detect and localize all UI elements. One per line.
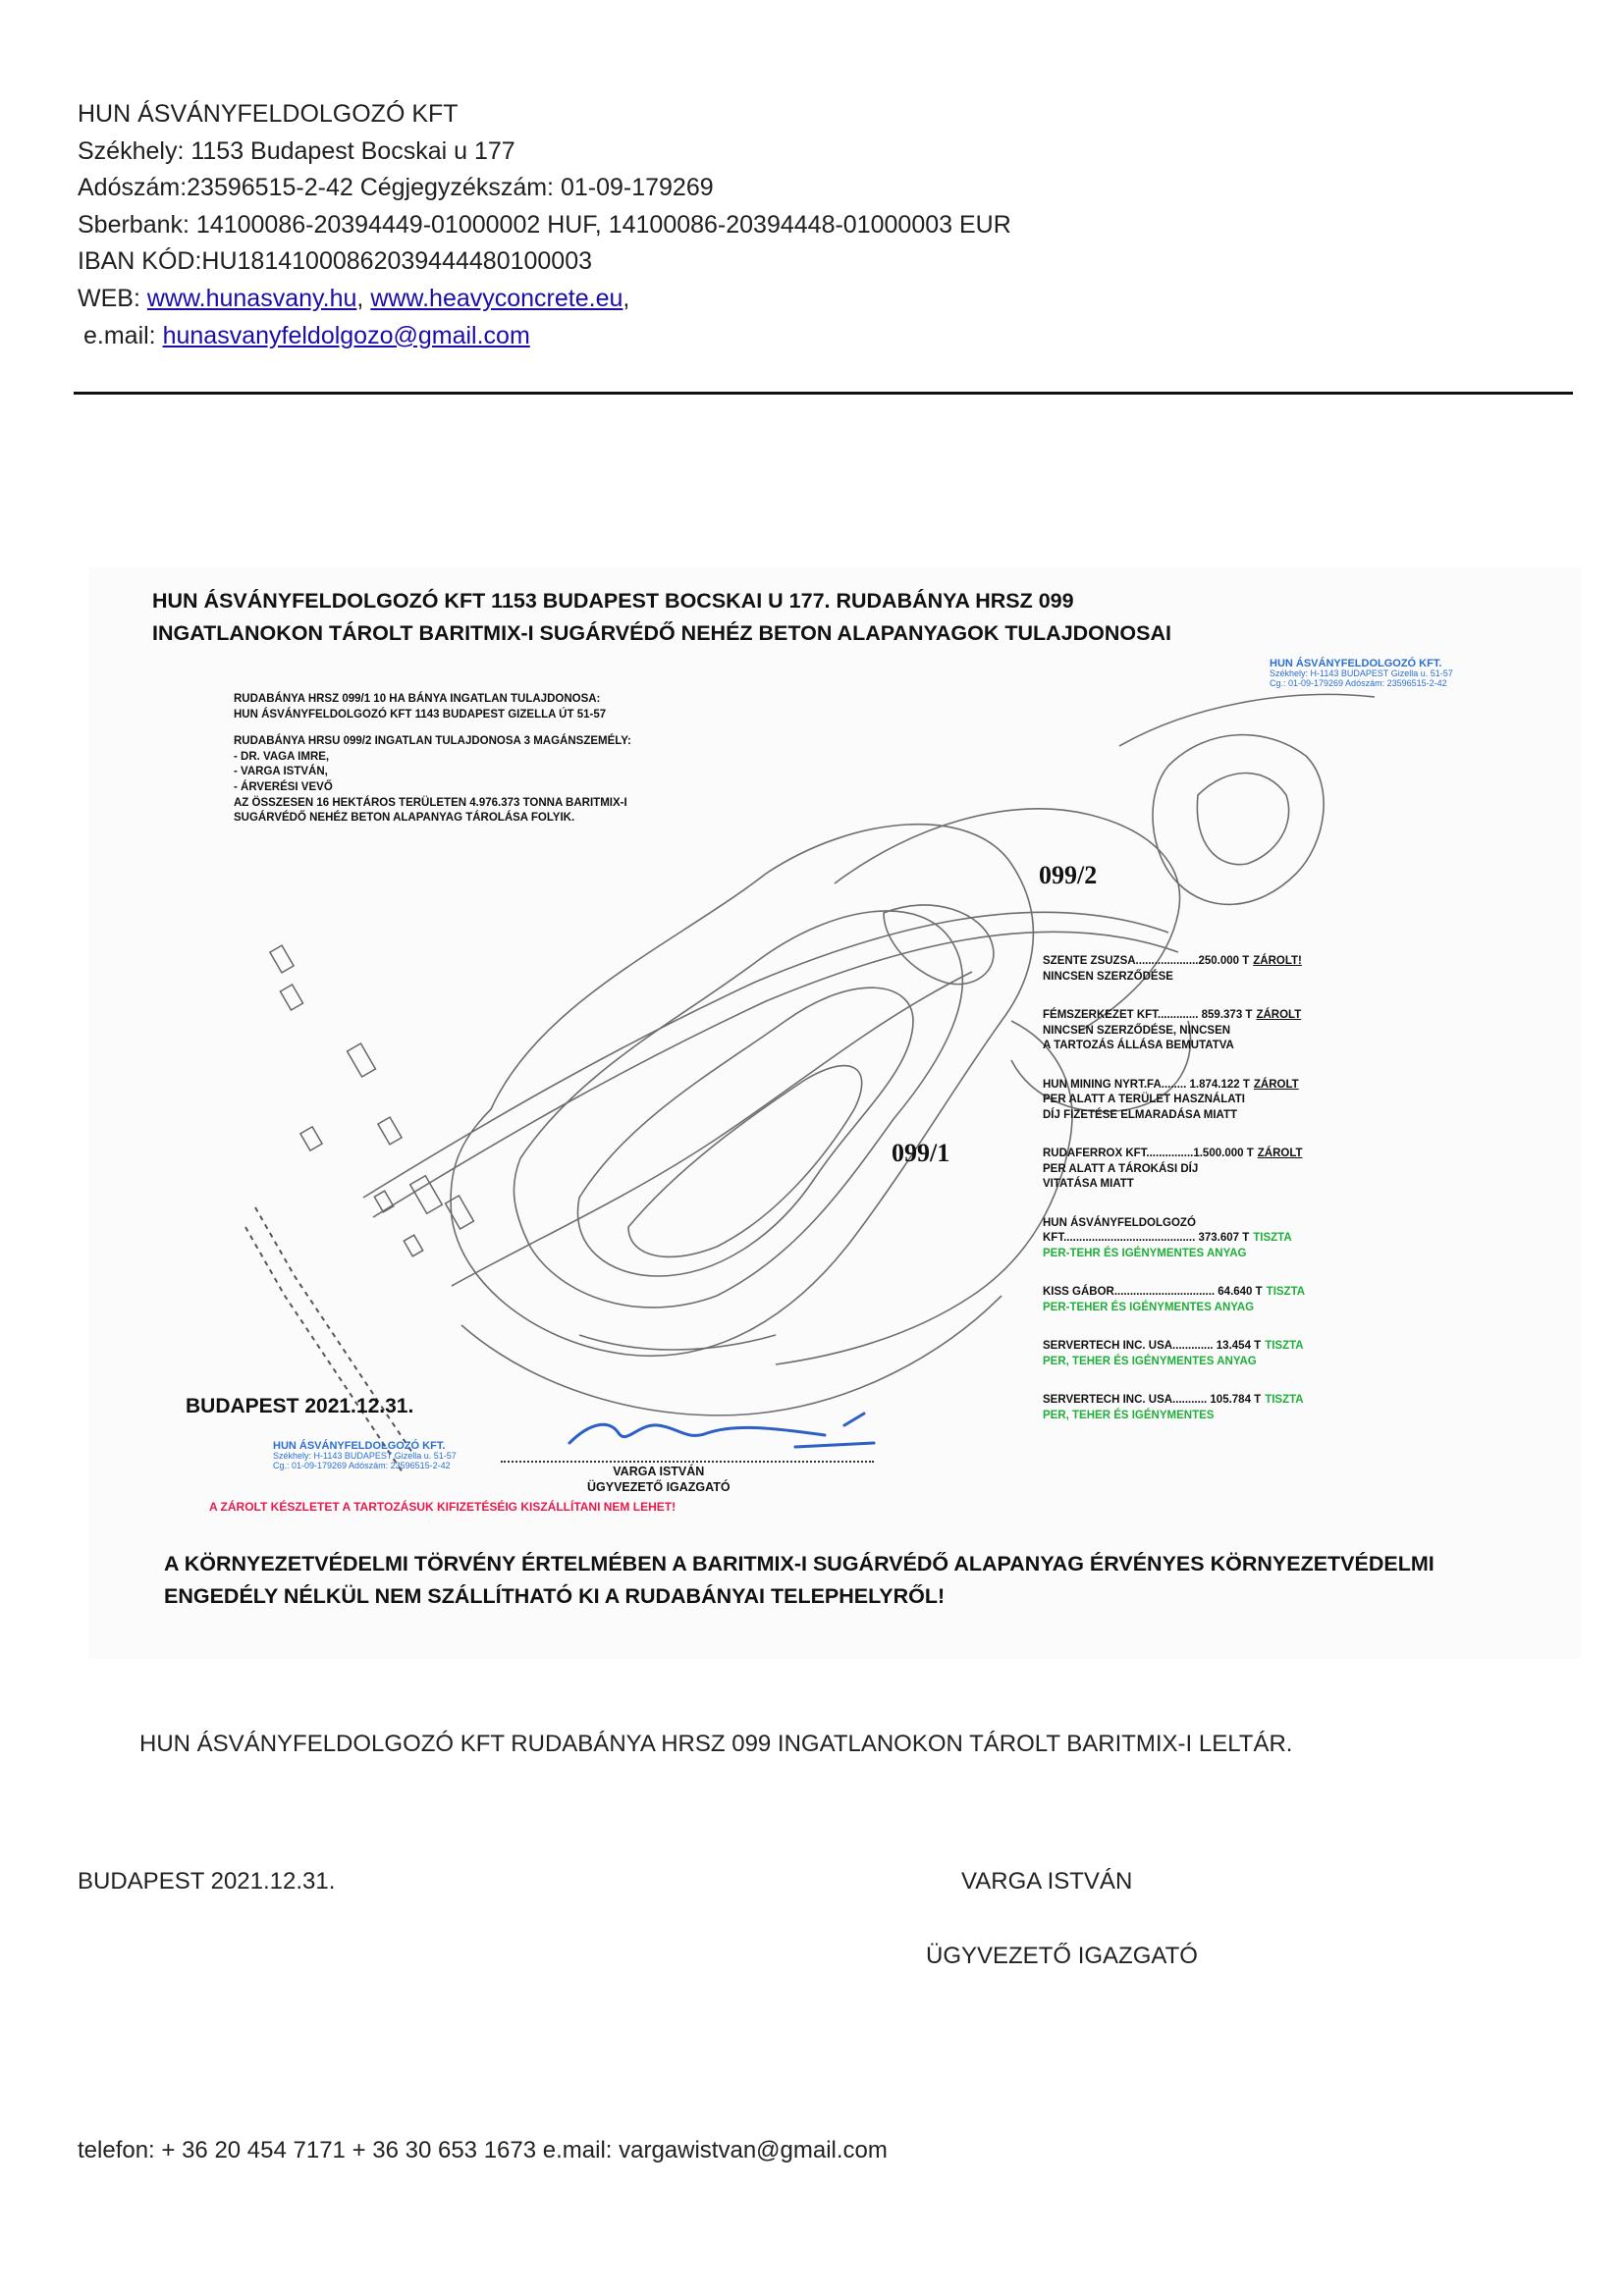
blocked-stock-warning: A ZÁROLT KÉSZLETET A TARTOZÁSUK KIFIZETÉSÉIG KISZÁLLÍTANI NEM LEHET! (209, 1500, 677, 1514)
stamp-line: Székhely: H-1143 BUDAPEST Gizella u. 51-57 (273, 1451, 457, 1461)
holder-amount: SZENTE ZSUZSA....................250.000 T (1043, 955, 1250, 967)
holder-amount: FÉMSZERKEZET KFT............. 859.373 T (1043, 1009, 1253, 1021)
map-building-2 (280, 985, 302, 1010)
map-contour-1 (514, 911, 962, 1308)
company-stamp-top (1270, 659, 1453, 688)
scan-signer-name: VARGA ISTVÁN (613, 1465, 705, 1478)
scan-date: BUDAPEST 2021.12.31. (186, 1395, 414, 1417)
web-label: WEB: (78, 284, 147, 312)
map-building-1 (270, 945, 294, 973)
holder-entry (1043, 1147, 1396, 1193)
owner-note-line: - VARGA ISTVÁN, (234, 766, 328, 778)
holder-head (1043, 1216, 1396, 1247)
holder-entry (1043, 1393, 1396, 1423)
holder-head (1043, 1008, 1396, 1024)
stamp-line: Cg.: 01-09-179269 Adószám: 23596515-2-42 (273, 1461, 451, 1470)
signature-line (501, 1461, 874, 1463)
owner-note-spacer (234, 722, 631, 734)
map-lower-ridge (579, 1335, 776, 1350)
holder-amount: KISS GÁBOR................................ 64.640 T (1043, 1286, 1263, 1298)
map-building-4 (300, 1127, 322, 1150)
holder-note: NINCSEN SZERZŐDÉSE, NINCSEN (1043, 1024, 1231, 1037)
holder-note: PER, TEHER ÉS IGÉNYMENTES ANYAG (1043, 1355, 1257, 1367)
holder-note: PER-TEHER ÉS IGÉNYMENTES ANYAG (1043, 1301, 1255, 1313)
footer-date: BUDAPEST 2021.12.31. (78, 1868, 336, 1895)
company-email (78, 318, 1011, 355)
email-link[interactable]: hunasvanyfeldolgozo@gmail.com (162, 321, 530, 349)
owner-note-line: AZ ÖSSZESEN 16 HEKTÁROS TERÜLETEN 4.976.373 TONNA BARITMIX-I (234, 796, 627, 809)
company-tax: Adószám:23596515-2-42 Cégjegyzékszám: 01-09-179269 (78, 174, 714, 202)
scan-signer-role: ÜGYVEZETŐ IGAZGATÓ (587, 1480, 731, 1494)
status-badge: ZÁROLT (1257, 1148, 1303, 1159)
holder-entry (1043, 1008, 1396, 1054)
footer-signer-name: VARGA ISTVÁN (961, 1868, 1133, 1895)
header-divider (74, 392, 1573, 395)
signature-mark (550, 1404, 884, 1463)
holder-entry (1043, 1339, 1396, 1369)
holder-note: PER ALATT A TÁROKÁSI DÍJ (1043, 1162, 1199, 1175)
email-label: e.mail: (83, 321, 163, 349)
status-badge: TISZTA (1265, 1340, 1304, 1352)
holder-note: DÍJ FIZETÉSE ELMARADÁSA MIATT (1043, 1108, 1238, 1121)
holder-entry (1043, 954, 1396, 985)
parcel-label-099-1: 099/1 (892, 1139, 950, 1167)
stamp-line: Cg.: 01-09-179269 Adószám: 23596515-2-42 (1270, 678, 1447, 688)
owner-note-line: SUGÁRVÉDŐ NEHÉZ BETON ALAPANYAG TÁROLÁSA FOLYIK. (234, 812, 575, 825)
owner-note-line: - ÁRVERÉSI VEVŐ (234, 780, 333, 793)
map-contour-south (461, 1296, 1001, 1415)
footer-signer-role: ÜGYVEZETŐ IGAZGATÓ (926, 1943, 1198, 1969)
contact-line: telefon: + 36 20 454 7171 + 36 30 653 1673 e.mail: vargawistvan@gmail.com (78, 2137, 888, 2163)
holder-head (1043, 1285, 1396, 1301)
company-web (78, 281, 1011, 318)
holder-entry (1043, 1078, 1396, 1124)
map-contour-2 (577, 988, 913, 1276)
holder-amount: RUDAFERROX KFT...............1.500.000 T (1043, 1148, 1254, 1159)
holder-note: NINCSEN SZERZŐDÉSE (1043, 970, 1173, 983)
holder-head (1043, 1393, 1396, 1409)
environmental-notice-line1: A KÖRNYEZETVÉDELMI TÖRVÉNY ÉRTELMÉBEN A BARITMIX-I SUGÁRVÉDŐ ALAPANYAG ÉRVÉNYES KÖRNYEZETVÉDELMI (164, 1552, 1435, 1575)
scan-signer (587, 1464, 731, 1495)
holder-note: VITATÁSA MIATT (1043, 1178, 1134, 1190)
inventory-caption: HUN ÁSVÁNYFELDOLGOZÓ KFT RUDABÁNYA HRSZ 099 INGATLANOKON TÁROLT BARITMIX-I LELTÁR. (139, 1731, 1293, 1757)
owner-note (234, 692, 631, 827)
holder-head (1043, 1339, 1396, 1355)
environmental-notice (164, 1548, 1435, 1613)
map-pit-ne-inner (1197, 774, 1288, 865)
map-ne-road (1119, 694, 1375, 746)
status-badge: TISZTA (1253, 1232, 1292, 1244)
stamp-line: Székhely: H-1143 BUDAPEST Gizella u. 51-57 (1270, 668, 1453, 678)
web-link-hunasvany[interactable]: www.hunasvany.hu (146, 284, 357, 312)
map-building-6 (410, 1176, 443, 1213)
company-name: HUN ÁSVÁNYFELDOLGOZÓ KFT (78, 100, 459, 128)
holder-note: A TARTOZÁS ÁLLÁSA BEMUTATVA (1043, 1040, 1234, 1051)
holder-amount: SERVERTECH INC. USA........... 105.784 T (1043, 1394, 1262, 1406)
map-building-7 (446, 1196, 474, 1229)
holder-amount: SERVERTECH INC. USA............. 13.454 T (1043, 1340, 1262, 1352)
map-outline-main (451, 825, 1033, 1357)
map-building-8 (374, 1191, 393, 1212)
parcel-label-099-2: 099/2 (1039, 861, 1098, 889)
company-seat: Székhely: 1153 Budapest Bocskai u 177 (78, 136, 515, 165)
holder-amount: HUN ÁSVÁNYFELDOLGOZÓ KFT.......................................... 373.607 T (1043, 1216, 1250, 1244)
holder-amount: HUN MINING NYRT.FA........ 1.874.122 T (1043, 1078, 1250, 1091)
web-link-heavyconcrete[interactable]: www.heavyconcrete.eu (370, 284, 623, 312)
status-badge: ZÁROLT (1253, 1078, 1299, 1091)
scan-title-line2: INGATLANOKON TÁROLT BARITMIX-I SUGÁRVÉDŐ NEHÉZ BETON ALAPANYAGOK TULAJDONOSAI (152, 621, 1171, 645)
holder-note: PER, TEHER ÉS IGÉNYMENTES (1043, 1409, 1215, 1421)
owner-note-line: HUN ÁSVÁNYFELDOLGOZÓ KFT 1143 BUDAPEST GIZELLA ÚT 51-57 (234, 708, 607, 721)
company-stamp-bottom (273, 1441, 457, 1470)
company-bank: Sberbank: 14100086-20394449-01000002 HUF, 14100086-20394448-01000003 EUR (78, 210, 1011, 239)
map-road-3 (452, 972, 972, 1286)
status-badge: TISZTA (1265, 1394, 1304, 1406)
holder-head (1043, 1078, 1396, 1094)
holder-entry (1043, 1285, 1396, 1315)
web-end: , (623, 284, 630, 312)
holder-list (1043, 954, 1396, 1447)
map-building-5 (378, 1117, 402, 1145)
status-badge: ZÁROLT! (1253, 955, 1302, 967)
holder-head (1043, 1147, 1396, 1162)
stamp-name: HUN ÁSVÁNYFELDOLGOZÓ KFT. (1270, 658, 1442, 669)
company-iban: IBAN KÓD:HU18141000862039444480100003 (78, 247, 593, 276)
map-pit-ne (1153, 735, 1324, 905)
letterhead (78, 96, 1011, 354)
holder-head (1043, 954, 1396, 970)
owner-note-line: - DR. VAGA IMRE, (234, 750, 330, 763)
stamp-name: HUN ÁSVÁNYFELDOLGOZÓ KFT. (273, 1440, 446, 1452)
status-badge: ZÁROLT (1256, 1009, 1302, 1021)
status-badge: TISZTA (1266, 1286, 1306, 1298)
scan-title (152, 585, 1171, 650)
holder-note: PER-TEHR ÉS IGÉNYMENTES ANYAG (1043, 1247, 1247, 1259)
map-building-9 (404, 1235, 422, 1256)
map-building-3 (348, 1043, 376, 1077)
map-boundary-west-2 (245, 1227, 403, 1472)
web-separator: , (356, 284, 371, 312)
scan-title-line1: HUN ÁSVÁNYFELDOLGOZÓ KFT 1153 BUDAPEST BOCSKAI U 177. RUDABÁNYA HRSZ 099 (152, 589, 1074, 613)
holder-note: PER ALATT A TERÜLET HASZNÁLATI (1043, 1094, 1245, 1105)
owner-note-line: RUDABÁNYA HRSZ 099/1 10 HA BÁNYA INGATLAN TULAJDONOSA: (234, 693, 601, 705)
owner-note-line: RUDABÁNYA HRSU 099/2 INGATLAN TULAJDONOSA 3 MAGÁNSZEMÉLY: (234, 735, 631, 748)
environmental-notice-line2: ENGEDÉLY NÉLKÜL NEM SZÁLLÍTHATÓ KI A RUDABÁNYAI TELEPHELYRŐL! (164, 1584, 946, 1608)
holder-entry (1043, 1216, 1396, 1262)
